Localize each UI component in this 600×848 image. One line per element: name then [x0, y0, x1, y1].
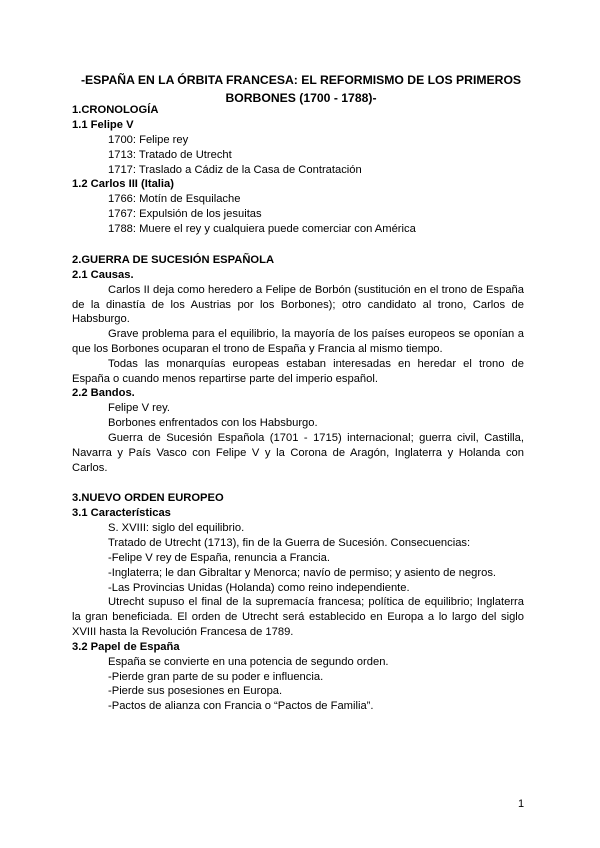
document-body — [72, 103, 524, 714]
list-item: -Pactos de alianza con Francia o “Pactos de Familia”. — [108, 700, 374, 713]
paragraph: Carlos II deja como heredero a Felipe de Borbón (sustitución en el trono de España de la dinastía de los Austrias por los Borbones); otro candidato al trono, Carlos de Habsburgo. — [72, 283, 524, 326]
paragraph: Utrecht supuso el final de la supremacía francesa; política de equilibrio; Inglaterra la gran beneficiada. El orden de Utrecht será establecido en Europa a lo largo del siglo XVIII hasta la Revolución Francesa de 1789. — [72, 596, 524, 638]
section-heading-cronologia: 1.CRONOLOGÍA — [72, 104, 159, 116]
list-item: 1713: Tratado de Utrecht — [108, 148, 232, 161]
list-item: 1700: Felipe rey — [108, 134, 189, 146]
paragraph: Guerra de Sucesión Española (1701 - 1715) internacional; guerra civil, Castilla, Navarra y País Vasco con Felipe V y la Corona de Aragón, Inglaterra y Holanda con Carlos. — [72, 431, 524, 474]
spacer — [72, 237, 524, 253]
subsection-heading-bandos: 2.2 Bandos. — [72, 387, 135, 400]
document-title: -ESPAÑA EN LA ÓRBITA FRANCESA: EL REFORMISMO DE LOS PRIMEROS BORBONES (1700 - 1788)- — [80, 73, 522, 105]
list-item: 1717: Traslado a Cádiz de la Casa de Contratación — [108, 163, 362, 176]
section-heading-guerra-sucesion: 2.GUERRA DE SUCESIÓN ESPAÑOLA — [72, 253, 275, 266]
page-number: 1 — [518, 798, 525, 810]
section-heading-nuevo-orden: 3.NUEVO ORDEN EUROPEO — [72, 492, 224, 505]
list-item: -Las Provincias Unidas (Holanda) como reino independiente. — [108, 581, 410, 594]
list-item: Tratado de Utrecht (1713), fin de la Guerra de Sucesión. Consecuencias: — [108, 537, 471, 550]
list-item: -Pierde sus posesiones en Europa. — [108, 685, 283, 698]
list-item: -Felipe V rey de España, renuncia a Francia. — [108, 551, 331, 564]
list-item: Borbones enfrentados con los Habsburgo. — [108, 417, 318, 430]
list-item: -Inglaterra; le dan Gibraltar y Menorca; navío de permiso; y asiento de negros. — [108, 566, 497, 579]
list-item: 1767: Expulsión de los jesuitas — [108, 208, 262, 221]
subsection-heading-carlos-iii: 1.2 Carlos III (Italia) — [72, 178, 174, 191]
list-item: España se convierte en una potencia de segundo orden. — [108, 655, 389, 668]
subsection-heading-felipe-v: 1.1 Felipe V — [72, 119, 134, 131]
list-item: Felipe V rey. — [108, 402, 170, 415]
subsection-heading-caracteristicas: 3.1 Características — [72, 507, 171, 520]
paragraph: Todas las monarquías europeas estaban interesadas en heredar el trono de España o cuando menos repartirse parte del imperio español. — [72, 357, 524, 385]
subsection-heading-causas: 2.1 Causas. — [72, 268, 134, 281]
list-item: S. XVIII: siglo del equilibrio. — [108, 522, 245, 535]
paragraph: Grave problema para el equilibrio, la mayoría de los países europeos se oponían a que los Borbones ocuparan el trono de España y Francia al mismo tiempo. — [72, 328, 524, 355]
subsection-heading-papel-espana: 3.2 Papel de España — [72, 640, 180, 653]
list-item: 1766: Motín de Esquilache — [108, 193, 241, 206]
spacer — [72, 475, 524, 491]
list-item: 1788: Muere el rey y cualquiera puede comerciar con América — [108, 222, 416, 235]
list-item: -Pierde gran parte de su poder e influencia. — [108, 670, 324, 683]
